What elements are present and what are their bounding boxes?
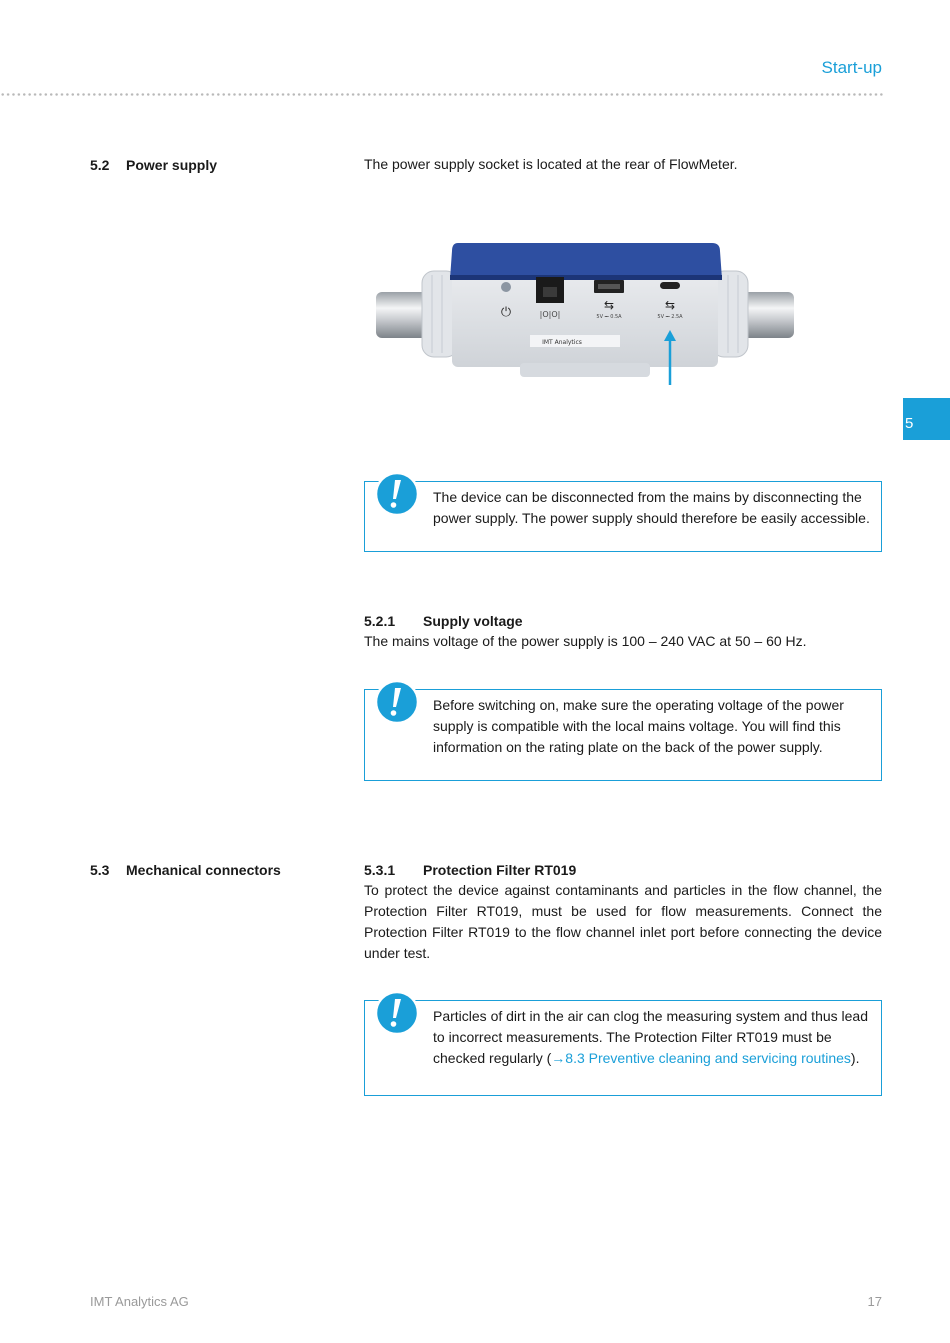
subsection-title: Supply voltage — [423, 613, 523, 629]
usb-icon: ⇆ — [603, 298, 615, 312]
exclamation-icon — [374, 990, 420, 1036]
usb-c-port — [660, 282, 680, 289]
section-heading-power-supply — [90, 157, 217, 173]
note-box-disconnect — [364, 481, 882, 552]
exclamation-icon — [374, 471, 420, 517]
chapter-tab-number: 5 — [905, 415, 914, 432]
note-text-before: Particles of dirt in the air can clog the measuring system and thus lead to incorrect measurements. The Protection Filter RT019 must be checked regularly ( — [433, 1008, 868, 1066]
note-text — [433, 1006, 871, 1069]
chapter-tab — [903, 398, 950, 440]
note-text: Before switching on, make sure the operating voltage of the power supply is compatible with the local mains voltage. You will find this information on the rating plate on the back of the power supply. — [433, 697, 844, 755]
device-brand-label: IMT Analytics — [542, 339, 582, 346]
section-number: 5.2 — [90, 157, 110, 173]
subsection-heading-supply-voltage — [364, 613, 523, 629]
note-box-voltage-check — [364, 689, 882, 781]
page-header-title: Start-up — [821, 58, 882, 77]
note-text: The device can be disconnected from the mains by disconnecting the power supply. The power supply should therefore be easily accessible. — [433, 489, 870, 526]
usb-icon: ⇆ — [664, 298, 676, 312]
exclamation-icon — [374, 679, 420, 725]
section-heading-mechanical-connectors — [90, 862, 281, 878]
inlet-tube — [376, 292, 428, 338]
device-top-cover — [450, 243, 722, 279]
power-supply-intro: The power supply socket is located at the rear of FlowMeter. — [364, 156, 738, 172]
usb2-port-label: 5V ⎓ 2.5A — [657, 314, 683, 320]
subsection-heading-protection-filter — [364, 862, 576, 878]
section-number: 5.3 — [90, 862, 110, 878]
section-title: Power supply — [126, 157, 218, 173]
note-box-filter-check — [364, 1000, 882, 1096]
footer-company: IMT Analytics AG — [90, 1294, 189, 1309]
arrow-right-icon: → — [551, 1050, 566, 1066]
usb1-port-label: 5V ⎓ 0.5A — [596, 314, 622, 320]
subsection-number: 5.2.1 — [364, 613, 396, 629]
note-text-after: ). — [850, 1050, 860, 1066]
cross-reference-link[interactable] — [551, 1050, 851, 1066]
header-dotted-rule — [0, 93, 885, 96]
supply-voltage-text: The mains voltage of the power supply is 100 – 240 VAC at 50 – 60 Hz. — [364, 633, 807, 649]
protection-filter-text: To protect the device against contaminants and particles in the flow channel, the Protection Filter RT019, must be used for flow measurements. Connect the Protection Filter RT019 to the flow channel inlet port before connecting the device under test. — [364, 882, 882, 961]
subsection-number: 5.3.1 — [364, 862, 396, 878]
footer-page-number: 17 — [867, 1294, 882, 1309]
section-title: Mechanical connectors — [126, 862, 281, 878]
rj-port-label: |O|O| — [539, 310, 561, 319]
power-led — [501, 282, 511, 292]
cross-reference-link-text: 8.3 Preventive cleaning and servicing routines — [565, 1050, 851, 1066]
subsection-title: Protection Filter RT019 — [423, 862, 577, 878]
power-icon: ⏻ — [500, 305, 512, 320]
flowmeter-rear-illustration — [370, 235, 800, 390]
outlet-tube — [742, 292, 794, 338]
